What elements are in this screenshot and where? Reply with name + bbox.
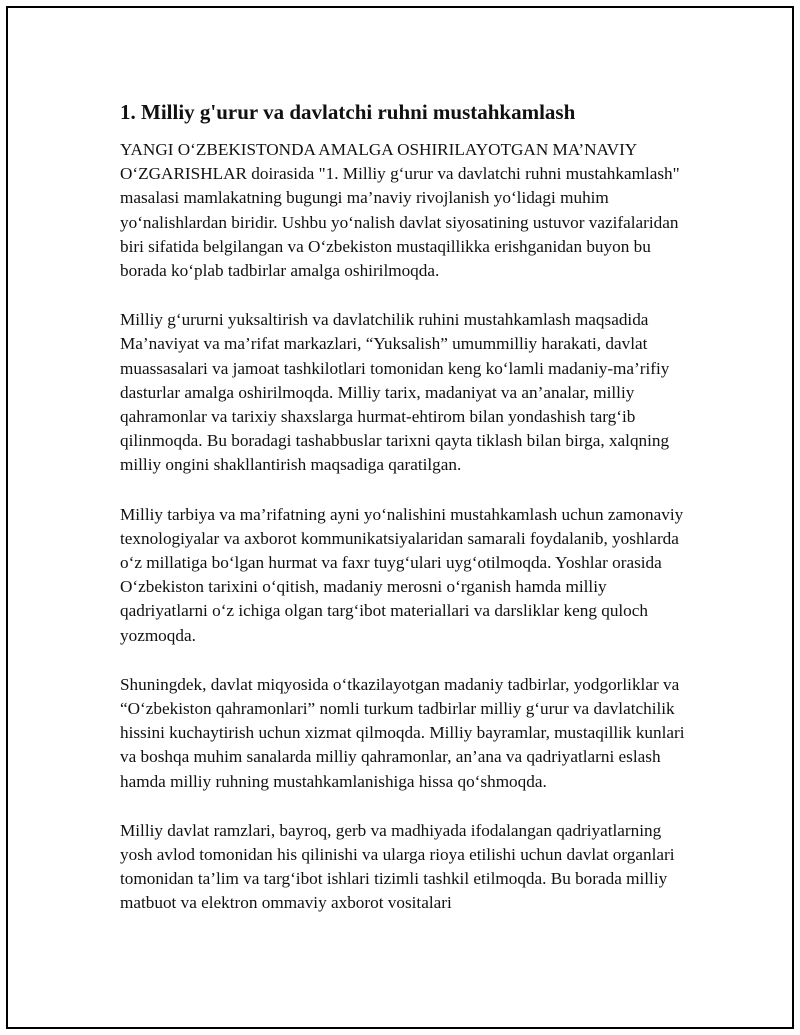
section-heading: 1. Milliy g'urur va davlatchi ruhni mustahkamlash xyxy=(120,100,576,124)
paragraph-5: Milliy davlat ramzlari, bayroq, gerb va madhiyada ifodalangan qadriyatlarning yosh avlod tomonidan his qilinishi va ularga rioya etilishi uchun davlat organlari tomonidan ta’lim va targ‘ibot ishlari tizimli tashkil etilmoqda. Bu borada milliy matbuot va elektron ommaviy axborot vositalari xyxy=(120,820,675,913)
document-body xyxy=(120,98,694,941)
paragraph-4: Shuningdek, davlat miqyosida o‘tkazilayotgan madaniy tadbirlar, yodgorliklar va “O‘zbekiston qahramonlari” nomli turkum tadbirlar milliy g‘urur va davlatchilik hissini kuchaytirish uchun xizmat qilmoqda. Milliy bayramlar, mustaqillik kunlari va boshqa muhim sanalarda milliy qahramonlar, an’ana va qadriyatlarni eslash hamda milliy ruhning mustahkamlanishiga hissa qo‘shmoqda. xyxy=(120,674,685,791)
paragraph-2: Milliy g‘ururni yuksaltirish va davlatchilik ruhini mustahkamlash maqsadida Ma’naviyat va ma’rifat markazlari, “Yuksalish” umummilliy harakati, davlat muassasalari va jamoat tashkilotlari tomonidan keng ko‘lamli madaniy-ma’rifiy dasturlar amalga oshirilmoqda. Milliy tarix, madaniyat va an’analar, milliy qahramonlar va tarixiy shaxslarga hurmat-ehtirom bilan yondashish targ‘ib qilinmoqda. Bu boradagi tashabbuslar tarixni qayta tiklash bilan birga, xalqning milliy ongini shakllantirish maqsadiga qaratilgan. xyxy=(120,310,670,475)
paragraph-3: Milliy tarbiya va ma’rifatning ayni yo‘nalishini mustahkamlash uchun zamonaviy texnologiyalar va axborot kommunikatsiyalaridan samarali foydalanib, yoshlarda o‘z millatiga bo‘lgan hurmat va faxr tuyg‘ulari uyg‘otilmoqda. Yoshlar orasida O‘zbekiston tarixini o‘qitish, madaniy merosni o‘rganish hamda milliy qadriyatlarni o‘z ichiga olgan targ‘ibot materiallari va darsliklar keng quloch yozmoqda. xyxy=(120,504,684,645)
page-frame xyxy=(6,6,794,1029)
paragraph-1: YANGI O‘ZBEKISTONDA AMALGA OSHIRILAYOTGAN MA’NAVIY O‘ZGARISHLAR doirasida "1. Milliy g‘urur va davlatchi ruhni mustahkamlash" masalasi mamlakatning bugungi ma’naviy rivojlanish yo‘lidagi muhim yo‘nalishlardan biridir. Ushbu yo‘nalish davlat siyosatining ustuvor vazifalaridan biri sifatida belgilangan va O‘zbekiston mustaqillikka erishganidan buyon bu borada ko‘plab tadbirlar amalga oshirilmoqda. xyxy=(120,140,680,281)
